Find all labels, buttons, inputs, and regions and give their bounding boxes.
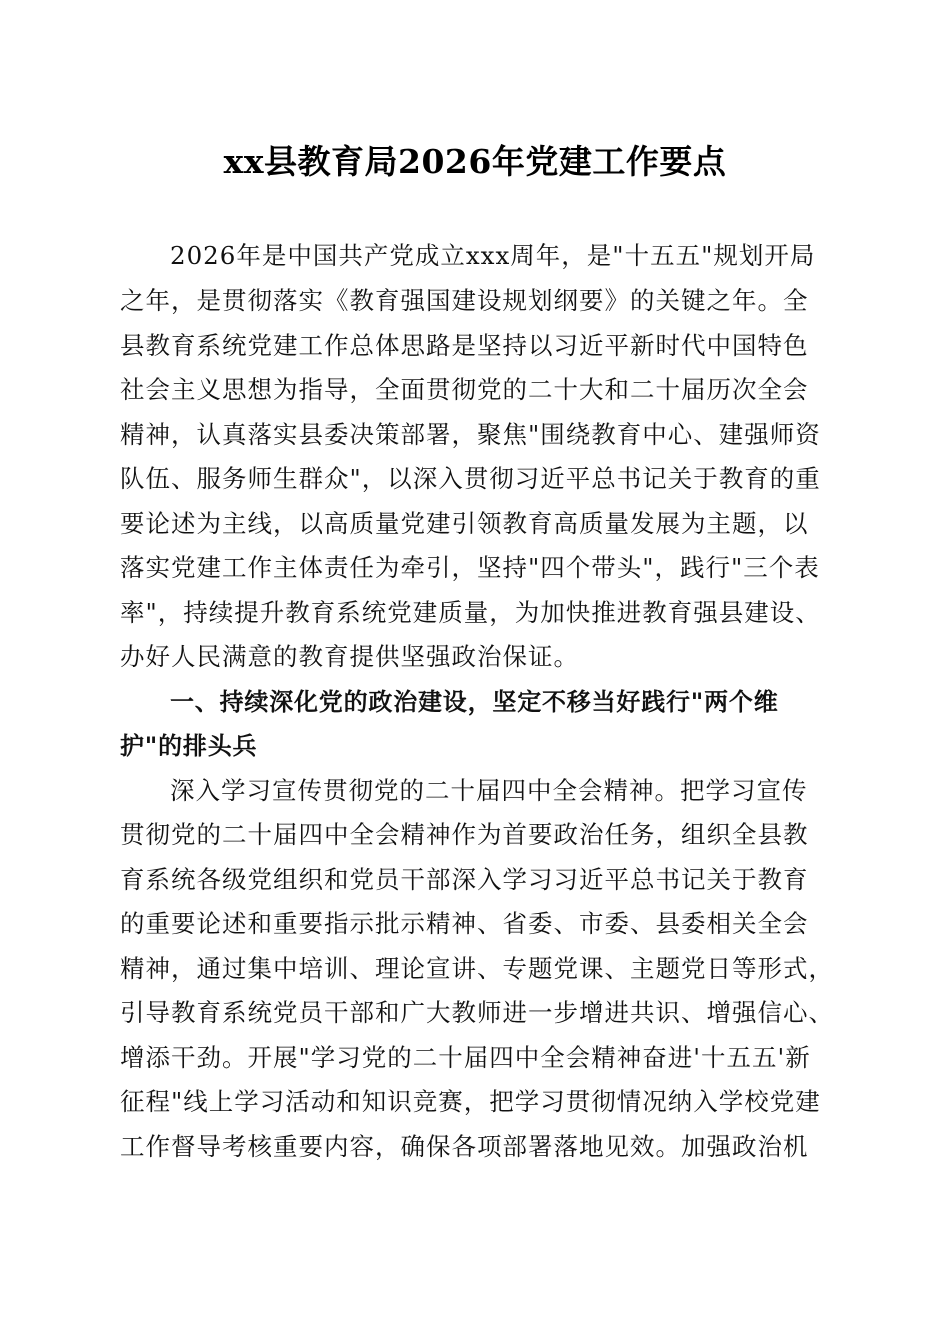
body-line: 深入学习宣传贯彻党的二十届四中全会精神。把学习宣传 [170, 776, 808, 805]
body-line: 精神，通过集中培训、理论宣讲、专题党课、主题党日等形式， [120, 954, 834, 983]
body-line: 征程"线上学习活动和知识竞赛，把学习贯彻情况纳入学校党建 [120, 1087, 821, 1116]
body-line: 工作督导考核重要内容，确保各项部署落地见效。加强政治机 [120, 1132, 809, 1161]
body-line: 要论述为主线，以高质量党建引领教育高质量发展为主题，以 [120, 509, 809, 538]
section-heading-cont: 护"的排头兵 [120, 732, 258, 760]
body-line: 2026年是中国共产党成立xxx周年，是"十五五"规划开局 [170, 241, 816, 270]
body-line: 社会主义思想为指导，全面贯彻党的二十大和二十届历次全会 [120, 375, 809, 404]
body-line: 的重要论述和重要指示批示精神、省委、市委、县委相关全会 [120, 909, 809, 938]
body-line: 办好人民满意的教育提供坚强政治保证。 [120, 642, 579, 671]
body-line: 队伍、服务师生群众"，以深入贯彻习近平总书记关于教育的重 [120, 464, 821, 493]
body-line: 引导教育系统党员干部和广大教师进一步增进共识、增强信心、 [120, 998, 834, 1027]
body-line: 县教育系统党建工作总体思路是坚持以习近平新时代中国特色 [120, 331, 809, 360]
section-heading: 一、持续深化党的政治建设，坚定不移当好践行"两个维 [170, 688, 779, 716]
body-line: 育系统各级党组织和党员干部深入学习习近平总书记关于教育 [120, 865, 809, 894]
body-line: 贯彻党的二十届四中全会精神作为首要政治任务，组织全县教 [120, 820, 809, 849]
body-line: 率"，持续提升教育系统党建质量，为加快推进教育强县建设、 [120, 598, 821, 627]
document-title: xx县教育局2026年党建工作要点 [223, 142, 727, 181]
body-line: 之年，是贯彻落实《教育强国建设规划纲要》的关键之年。全 [120, 286, 809, 315]
body-line: 增添干劲。开展"学习党的二十届四中全会精神奋进'十五五'新 [120, 1043, 811, 1072]
body-line: 落实党建工作主体责任为牵引，坚持"四个带头"，践行"三个表 [120, 553, 820, 582]
body-line: 精神，认真落实县委决策部署，聚焦"围绕教育中心、建强师资 [120, 420, 821, 449]
